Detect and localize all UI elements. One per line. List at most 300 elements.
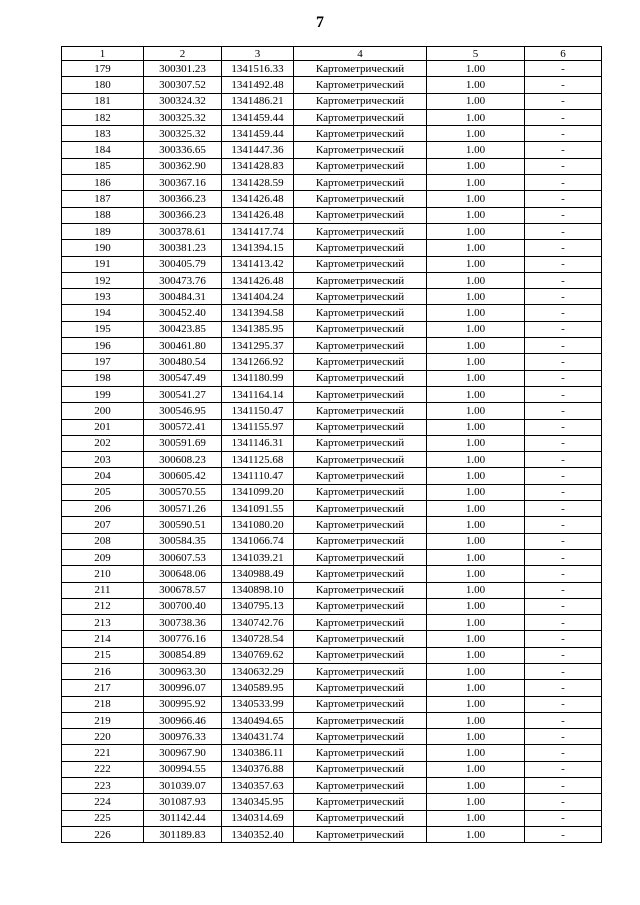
y-coordinate-cell: 1340357.63 [222,778,294,794]
accuracy-cell: 1.00 [427,745,525,761]
y-coordinate-cell: 1341125.68 [222,452,294,468]
method-cell: Картометрический [294,517,427,533]
accuracy-cell: 1.00 [427,109,525,125]
method-cell: Картометрический [294,403,427,419]
x-coordinate-cell: 300405.79 [144,256,222,272]
method-cell: Картометрический [294,321,427,337]
note-cell: - [525,419,602,435]
x-coordinate-cell: 300336.65 [144,142,222,158]
accuracy-cell: 1.00 [427,289,525,305]
table-row [62,77,602,93]
column-header: 6 [525,47,602,61]
accuracy-cell: 1.00 [427,566,525,582]
y-coordinate-cell: 1341492.48 [222,77,294,93]
table-row [62,338,602,354]
x-coordinate-cell: 301142.44 [144,810,222,826]
note-cell: - [525,109,602,125]
x-coordinate-cell: 300381.23 [144,240,222,256]
x-coordinate-cell: 300976.33 [144,729,222,745]
accuracy-cell: 1.00 [427,696,525,712]
x-coordinate-cell: 300590.51 [144,517,222,533]
point-number-cell: 220 [62,729,144,745]
table-row [62,663,602,679]
x-coordinate-cell: 300362.90 [144,158,222,174]
note-cell: - [525,501,602,517]
x-coordinate-cell: 301189.83 [144,826,222,842]
note-cell: - [525,305,602,321]
x-coordinate-cell: 300367.16 [144,175,222,191]
method-cell: Картометрический [294,810,427,826]
table-row [62,289,602,305]
x-coordinate-cell: 300378.61 [144,223,222,239]
point-number-cell: 205 [62,484,144,500]
column-header: 1 [62,47,144,61]
table-row [62,223,602,239]
accuracy-cell: 1.00 [427,419,525,435]
y-coordinate-cell: 1340728.54 [222,631,294,647]
table-row [62,305,602,321]
table-row [62,256,602,272]
note-cell: - [525,240,602,256]
accuracy-cell: 1.00 [427,598,525,614]
accuracy-cell: 1.00 [427,631,525,647]
accuracy-cell: 1.00 [427,582,525,598]
y-coordinate-cell: 1341295.37 [222,338,294,354]
note-cell: - [525,403,602,419]
y-coordinate-cell: 1341404.24 [222,289,294,305]
y-coordinate-cell: 1340494.65 [222,712,294,728]
y-coordinate-cell: 1341459.44 [222,126,294,142]
table-row [62,533,602,549]
method-cell: Картометрический [294,435,427,451]
point-number-cell: 213 [62,615,144,631]
point-number-cell: 180 [62,77,144,93]
point-number-cell: 194 [62,305,144,321]
method-cell: Картометрический [294,794,427,810]
table-row [62,680,602,696]
method-cell: Картометрический [294,566,427,582]
x-coordinate-cell: 300776.16 [144,631,222,647]
x-coordinate-cell: 300301.23 [144,61,222,77]
point-number-cell: 184 [62,142,144,158]
y-coordinate-cell: 1340988.49 [222,566,294,582]
point-number-cell: 206 [62,501,144,517]
accuracy-cell: 1.00 [427,680,525,696]
column-header: 2 [144,47,222,61]
x-coordinate-cell: 300480.54 [144,354,222,370]
table-row [62,321,602,337]
table-row [62,61,602,77]
x-coordinate-cell: 300648.06 [144,566,222,582]
point-number-cell: 211 [62,582,144,598]
accuracy-cell: 1.00 [427,549,525,565]
table-row [62,109,602,125]
x-coordinate-cell: 300591.69 [144,435,222,451]
y-coordinate-cell: 1340314.69 [222,810,294,826]
method-cell: Картометрический [294,386,427,402]
note-cell: - [525,289,602,305]
y-coordinate-cell: 1340589.95 [222,680,294,696]
x-coordinate-cell: 300996.07 [144,680,222,696]
y-coordinate-cell: 1341091.55 [222,501,294,517]
point-number-cell: 204 [62,468,144,484]
point-number-cell: 189 [62,223,144,239]
y-coordinate-cell: 1340898.10 [222,582,294,598]
y-coordinate-cell: 1341039.21 [222,549,294,565]
table-row [62,484,602,500]
y-coordinate-cell: 1340533.99 [222,696,294,712]
table-row [62,191,602,207]
accuracy-cell: 1.00 [427,126,525,142]
y-coordinate-cell: 1340352.40 [222,826,294,842]
accuracy-cell: 1.00 [427,435,525,451]
table-row [62,240,602,256]
y-coordinate-cell: 1341180.99 [222,370,294,386]
point-number-cell: 225 [62,810,144,826]
column-header: 3 [222,47,294,61]
y-coordinate-cell: 1340431.74 [222,729,294,745]
y-coordinate-cell: 1341394.15 [222,240,294,256]
table-row [62,631,602,647]
x-coordinate-cell: 300607.53 [144,549,222,565]
table-row [62,175,602,191]
y-coordinate-cell: 1341099.20 [222,484,294,500]
note-cell: - [525,598,602,614]
y-coordinate-cell: 1341459.44 [222,109,294,125]
table-row [62,354,602,370]
method-cell: Картометрический [294,647,427,663]
note-cell: - [525,729,602,745]
note-cell: - [525,386,602,402]
table-row [62,745,602,761]
method-cell: Картометрический [294,696,427,712]
point-number-cell: 186 [62,175,144,191]
method-cell: Картометрический [294,109,427,125]
note-cell: - [525,272,602,288]
x-coordinate-cell: 301039.07 [144,778,222,794]
accuracy-cell: 1.00 [427,272,525,288]
point-number-cell: 199 [62,386,144,402]
table-row [62,501,602,517]
y-coordinate-cell: 1341066.74 [222,533,294,549]
method-cell: Картометрический [294,484,427,500]
y-coordinate-cell: 1340376.88 [222,761,294,777]
x-coordinate-cell: 300995.92 [144,696,222,712]
y-coordinate-cell: 1341110.47 [222,468,294,484]
point-number-cell: 185 [62,158,144,174]
y-coordinate-cell: 1341150.47 [222,403,294,419]
point-number-cell: 203 [62,452,144,468]
point-number-cell: 218 [62,696,144,712]
note-cell: - [525,452,602,468]
point-number-cell: 200 [62,403,144,419]
accuracy-cell: 1.00 [427,175,525,191]
method-cell: Картометрический [294,778,427,794]
accuracy-cell: 1.00 [427,403,525,419]
y-coordinate-cell: 1341426.48 [222,207,294,223]
y-coordinate-cell: 1341428.83 [222,158,294,174]
accuracy-cell: 1.00 [427,501,525,517]
x-coordinate-cell: 300967.90 [144,745,222,761]
table-row [62,468,602,484]
x-coordinate-cell: 300366.23 [144,207,222,223]
method-cell: Картометрический [294,77,427,93]
y-coordinate-cell: 1341394.58 [222,305,294,321]
x-coordinate-cell: 300325.32 [144,126,222,142]
point-number-cell: 179 [62,61,144,77]
point-number-cell: 196 [62,338,144,354]
point-number-cell: 193 [62,289,144,305]
y-coordinate-cell: 1341080.20 [222,517,294,533]
method-cell: Картометрический [294,533,427,549]
accuracy-cell: 1.00 [427,386,525,402]
table-row [62,826,602,842]
accuracy-cell: 1.00 [427,93,525,109]
note-cell: - [525,549,602,565]
y-coordinate-cell: 1341426.48 [222,191,294,207]
x-coordinate-cell: 300854.89 [144,647,222,663]
accuracy-cell: 1.00 [427,663,525,679]
point-number-cell: 191 [62,256,144,272]
method-cell: Картометрический [294,631,427,647]
x-coordinate-cell: 300324.32 [144,93,222,109]
point-number-cell: 226 [62,826,144,842]
x-coordinate-cell: 300484.31 [144,289,222,305]
y-coordinate-cell: 1341164.14 [222,386,294,402]
method-cell: Картометрический [294,289,427,305]
note-cell: - [525,761,602,777]
accuracy-cell: 1.00 [427,77,525,93]
accuracy-cell: 1.00 [427,142,525,158]
note-cell: - [525,207,602,223]
y-coordinate-cell: 1340345.95 [222,794,294,810]
accuracy-cell: 1.00 [427,207,525,223]
accuracy-cell: 1.00 [427,223,525,239]
point-number-cell: 214 [62,631,144,647]
x-coordinate-cell: 300994.55 [144,761,222,777]
table-row [62,615,602,631]
method-cell: Картометрический [294,175,427,191]
method-cell: Картометрический [294,93,427,109]
table-row [62,435,602,451]
accuracy-cell: 1.00 [427,647,525,663]
accuracy-cell: 1.00 [427,517,525,533]
method-cell: Картометрический [294,370,427,386]
table-row [62,93,602,109]
method-cell: Картометрический [294,615,427,631]
method-cell: Картометрический [294,142,427,158]
x-coordinate-cell: 300963.30 [144,663,222,679]
method-cell: Картометрический [294,191,427,207]
table-row [62,729,602,745]
method-cell: Картометрический [294,582,427,598]
accuracy-cell: 1.00 [427,615,525,631]
method-cell: Картометрический [294,468,427,484]
point-number-cell: 202 [62,435,144,451]
point-number-cell: 192 [62,272,144,288]
accuracy-cell: 1.00 [427,533,525,549]
accuracy-cell: 1.00 [427,354,525,370]
note-cell: - [525,517,602,533]
point-number-cell: 209 [62,549,144,565]
method-cell: Картометрический [294,158,427,174]
x-coordinate-cell: 301087.93 [144,794,222,810]
column-header: 5 [427,47,525,61]
point-number-cell: 212 [62,598,144,614]
method-cell: Картометрический [294,729,427,745]
method-cell: Картометрический [294,223,427,239]
note-cell: - [525,338,602,354]
point-number-cell: 188 [62,207,144,223]
note-cell: - [525,631,602,647]
table-row [62,810,602,826]
point-number-cell: 216 [62,663,144,679]
y-coordinate-cell: 1341486.21 [222,93,294,109]
y-coordinate-cell: 1340742.76 [222,615,294,631]
y-coordinate-cell: 1341447.36 [222,142,294,158]
accuracy-cell: 1.00 [427,826,525,842]
note-cell: - [525,566,602,582]
table-row [62,712,602,728]
note-cell: - [525,435,602,451]
x-coordinate-cell: 300473.76 [144,272,222,288]
note-cell: - [525,126,602,142]
method-cell: Картометрический [294,419,427,435]
note-cell: - [525,191,602,207]
method-cell: Картометрический [294,207,427,223]
table-row [62,549,602,565]
method-cell: Картометрический [294,761,427,777]
x-coordinate-cell: 300570.55 [144,484,222,500]
point-number-cell: 219 [62,712,144,728]
x-coordinate-cell: 300307.52 [144,77,222,93]
accuracy-cell: 1.00 [427,794,525,810]
x-coordinate-cell: 300700.40 [144,598,222,614]
x-coordinate-cell: 300584.35 [144,533,222,549]
method-cell: Картометрический [294,338,427,354]
point-number-cell: 221 [62,745,144,761]
accuracy-cell: 1.00 [427,484,525,500]
point-number-cell: 197 [62,354,144,370]
point-number-cell: 224 [62,794,144,810]
accuracy-cell: 1.00 [427,305,525,321]
x-coordinate-cell: 300461.80 [144,338,222,354]
method-cell: Картометрический [294,126,427,142]
method-cell: Картометрический [294,549,427,565]
method-cell: Картометрический [294,663,427,679]
x-coordinate-cell: 300605.42 [144,468,222,484]
accuracy-cell: 1.00 [427,321,525,337]
y-coordinate-cell: 1341516.33 [222,61,294,77]
point-number-cell: 222 [62,761,144,777]
y-coordinate-cell: 1340769.62 [222,647,294,663]
method-cell: Картометрический [294,452,427,468]
x-coordinate-cell: 300608.23 [144,452,222,468]
point-number-cell: 208 [62,533,144,549]
y-coordinate-cell: 1341155.97 [222,419,294,435]
note-cell: - [525,61,602,77]
x-coordinate-cell: 300678.57 [144,582,222,598]
point-number-cell: 217 [62,680,144,696]
method-cell: Картометрический [294,712,427,728]
method-cell: Картометрический [294,745,427,761]
coordinates-table [61,46,602,843]
method-cell: Картометрический [294,240,427,256]
note-cell: - [525,77,602,93]
note-cell: - [525,223,602,239]
x-coordinate-cell: 300366.23 [144,191,222,207]
point-number-cell: 198 [62,370,144,386]
note-cell: - [525,663,602,679]
x-coordinate-cell: 300325.32 [144,109,222,125]
table-row [62,158,602,174]
note-cell: - [525,158,602,174]
table-row [62,647,602,663]
table-row [62,566,602,582]
point-number-cell: 201 [62,419,144,435]
y-coordinate-cell: 1341417.74 [222,223,294,239]
table-row [62,761,602,777]
column-header: 4 [294,47,427,61]
table-row [62,272,602,288]
accuracy-cell: 1.00 [427,61,525,77]
note-cell: - [525,647,602,663]
method-cell: Картометрический [294,680,427,696]
x-coordinate-cell: 300547.49 [144,370,222,386]
note-cell: - [525,582,602,598]
x-coordinate-cell: 300966.46 [144,712,222,728]
table-row [62,778,602,794]
method-cell: Картометрический [294,61,427,77]
method-cell: Картометрический [294,305,427,321]
accuracy-cell: 1.00 [427,191,525,207]
page-number: 7 [316,14,324,31]
x-coordinate-cell: 300571.26 [144,501,222,517]
accuracy-cell: 1.00 [427,452,525,468]
note-cell: - [525,810,602,826]
note-cell: - [525,745,602,761]
x-coordinate-cell: 300738.36 [144,615,222,631]
table-row [62,126,602,142]
x-coordinate-cell: 300452.40 [144,305,222,321]
note-cell: - [525,794,602,810]
accuracy-cell: 1.00 [427,240,525,256]
accuracy-cell: 1.00 [427,370,525,386]
table-row [62,419,602,435]
method-cell: Картометрический [294,826,427,842]
x-coordinate-cell: 300546.95 [144,403,222,419]
y-coordinate-cell: 1341266.92 [222,354,294,370]
table-row [62,452,602,468]
x-coordinate-cell: 300423.85 [144,321,222,337]
y-coordinate-cell: 1341413.42 [222,256,294,272]
accuracy-cell: 1.00 [427,256,525,272]
y-coordinate-cell: 1341426.48 [222,272,294,288]
point-number-cell: 195 [62,321,144,337]
table-row [62,598,602,614]
y-coordinate-cell: 1341428.59 [222,175,294,191]
note-cell: - [525,468,602,484]
table-row [62,794,602,810]
accuracy-cell: 1.00 [427,810,525,826]
point-number-cell: 190 [62,240,144,256]
point-number-cell: 210 [62,566,144,582]
point-number-cell: 187 [62,191,144,207]
x-coordinate-cell: 300541.27 [144,386,222,402]
x-coordinate-cell: 300572.41 [144,419,222,435]
accuracy-cell: 1.00 [427,712,525,728]
note-cell: - [525,696,602,712]
